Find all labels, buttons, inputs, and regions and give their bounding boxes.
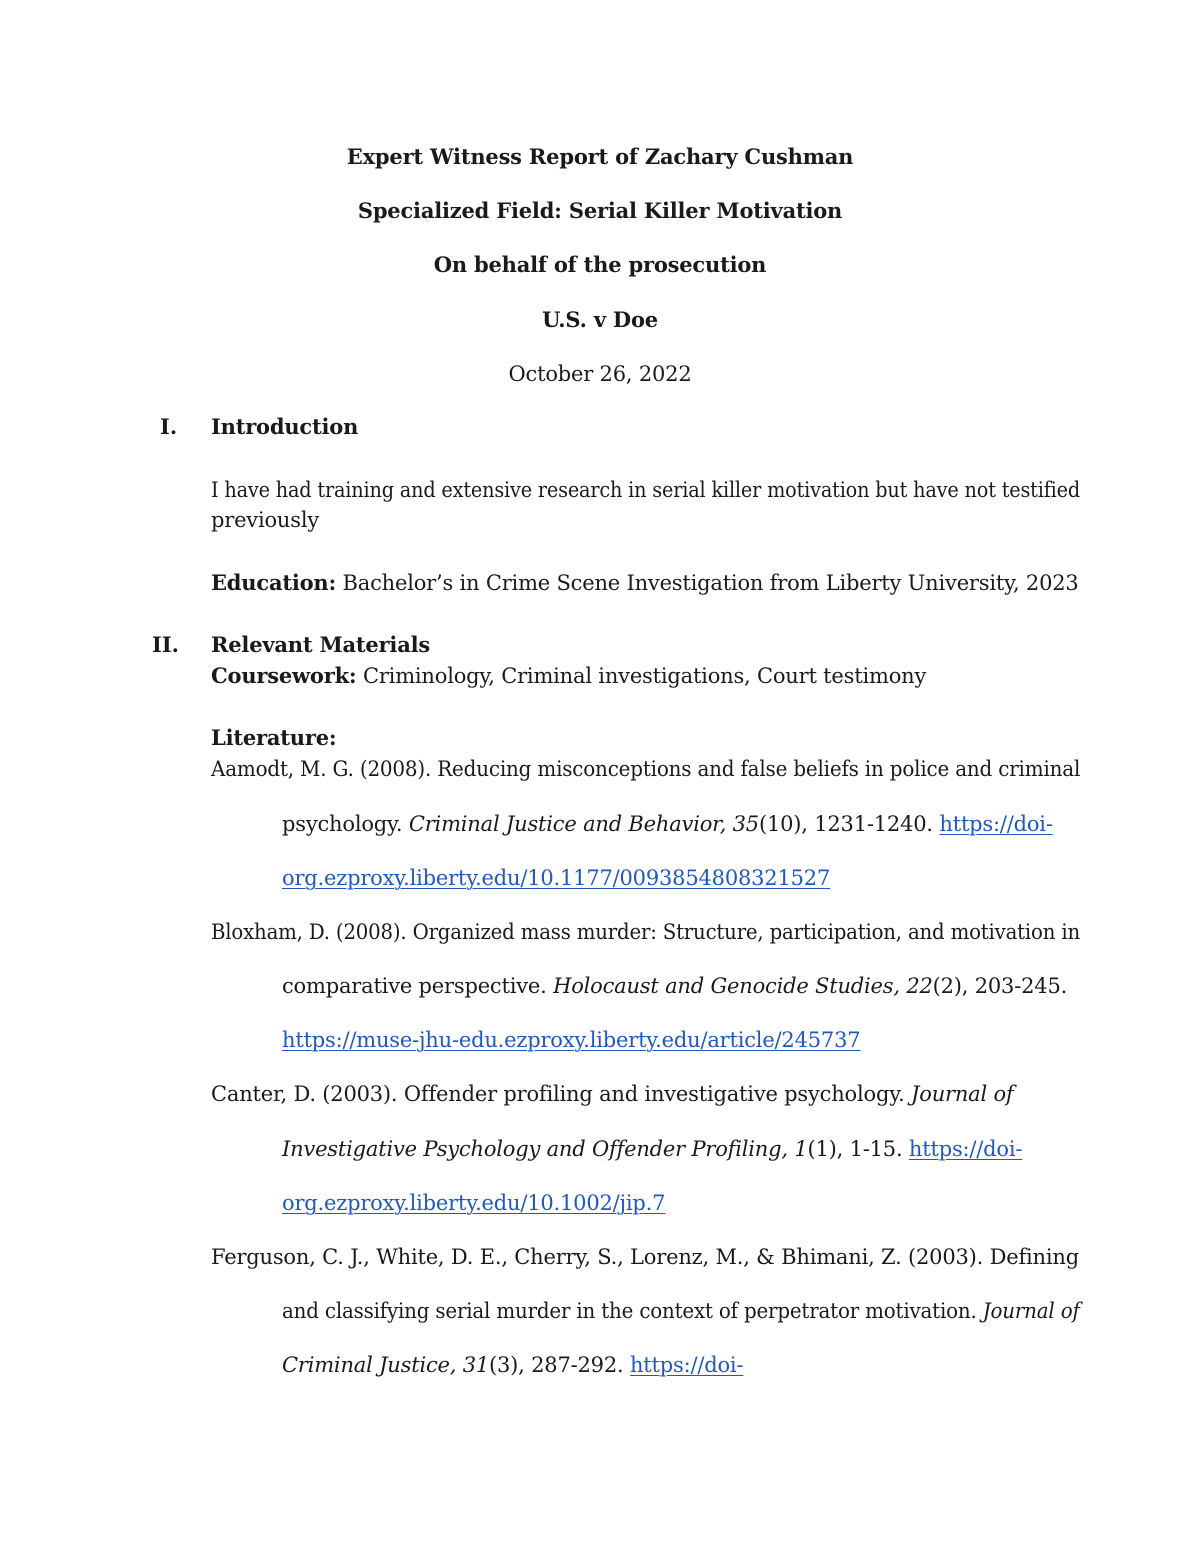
education-label: Education: xyxy=(211,570,337,595)
intro-text-line-1: I have had training and extensive research in serial killer motivation but have not testified xyxy=(211,478,1081,502)
reference-aamodt-line-1: Aamodt, M. G. (2008). Reducing misconceptions and false beliefs in police and criminal xyxy=(211,757,1081,781)
coursework-line xyxy=(211,662,926,690)
on-behalf-of: On behalf of the prosecution xyxy=(433,252,767,277)
specialized-field: Specialized Field: Serial Killer Motivation xyxy=(357,198,843,223)
reference-canter-title: Canter, D. (2003). Offender profiling and investigative psychology. xyxy=(211,1082,912,1106)
reference-aamodt-issue: (10), 1231-1240. xyxy=(758,812,940,836)
reference-canter-link-continued[interactable]: org.ezproxy.liberty.edu/10.1002/jip.7 xyxy=(282,1191,666,1215)
section-1-heading: Introduction xyxy=(211,414,359,439)
reference-bloxham-journal: Holocaust and Genocide Studies, 22 xyxy=(553,974,933,998)
coursework-label: Coursework: xyxy=(211,663,357,688)
coursework-text: Criminology, Criminal investigations, Court testimony xyxy=(356,664,927,688)
report-title: Expert Witness Report of Zachary Cushman xyxy=(346,144,854,169)
reference-aamodt-title-end: psychology. xyxy=(282,812,409,836)
section-1-numeral: I. xyxy=(160,414,178,439)
literature-label: Literature: xyxy=(211,725,337,750)
education-line xyxy=(211,569,1079,597)
reference-ferguson-issue: (3), 287-292. xyxy=(489,1353,630,1377)
education-text: Bachelor’s in Crime Scene Investigation from Liberty University, 2023 xyxy=(336,571,1079,595)
section-2-heading: Relevant Materials xyxy=(211,632,431,657)
reference-canter-link[interactable]: https://doi- xyxy=(908,1137,1023,1161)
reference-canter-journal-continued: Investigative Psychology and Offender Profiling, 1 xyxy=(282,1137,808,1161)
reference-ferguson-line-2 xyxy=(282,1297,1080,1325)
reference-aamodt-link-continued[interactable]: org.ezproxy.liberty.edu/10.1177/0093854808321527 xyxy=(282,866,831,890)
reference-aamodt-journal: Criminal Justice and Behavior, 35 xyxy=(408,812,759,836)
reference-aamodt-line-2 xyxy=(282,810,1053,838)
reference-canter-line-1 xyxy=(211,1080,1014,1108)
reference-ferguson-link[interactable]: https://doi- xyxy=(629,1353,744,1377)
report-date: October 26, 2022 xyxy=(508,362,692,386)
reference-bloxham-line-3 xyxy=(282,1026,860,1054)
reference-aamodt-link[interactable]: https://doi- xyxy=(939,812,1053,836)
reference-ferguson-line-1: Ferguson, C. J., White, D. E., Cherry, S., Lorenz, M., & Bhimani, Z. (2003). Defining xyxy=(211,1245,1079,1269)
reference-canter-issue: (1), 1-15. xyxy=(807,1137,909,1161)
case-name: U.S. v Doe xyxy=(542,307,658,332)
reference-ferguson-journal-continued: Criminal Justice, 31 xyxy=(282,1353,490,1377)
reference-ferguson-title-end: and classifying serial murder in the context of perpetrator motivation. xyxy=(282,1299,983,1323)
reference-bloxham-issue: (2), 203-245. xyxy=(932,974,1068,998)
reference-bloxham-link[interactable]: https://muse-jhu-edu.ezproxy.liberty.edu/article/245737 xyxy=(282,1028,861,1052)
reference-bloxham-title-end: comparative perspective. xyxy=(282,974,554,998)
reference-canter-line-3 xyxy=(282,1189,665,1217)
section-2-numeral: II. xyxy=(152,632,179,657)
intro-text-line-2: previously xyxy=(211,508,320,532)
reference-ferguson-line-3 xyxy=(282,1351,743,1379)
reference-bloxham-line-1: Bloxham, D. (2008). Organized mass murder: Structure, participation, and motivation in xyxy=(211,920,1080,944)
reference-canter-line-2 xyxy=(282,1135,1022,1163)
reference-canter-journal: Journal of xyxy=(911,1082,1014,1106)
reference-bloxham-line-2 xyxy=(282,972,1067,1000)
reference-aamodt-line-3 xyxy=(282,864,830,892)
reference-ferguson-journal: Journal of xyxy=(982,1299,1080,1323)
